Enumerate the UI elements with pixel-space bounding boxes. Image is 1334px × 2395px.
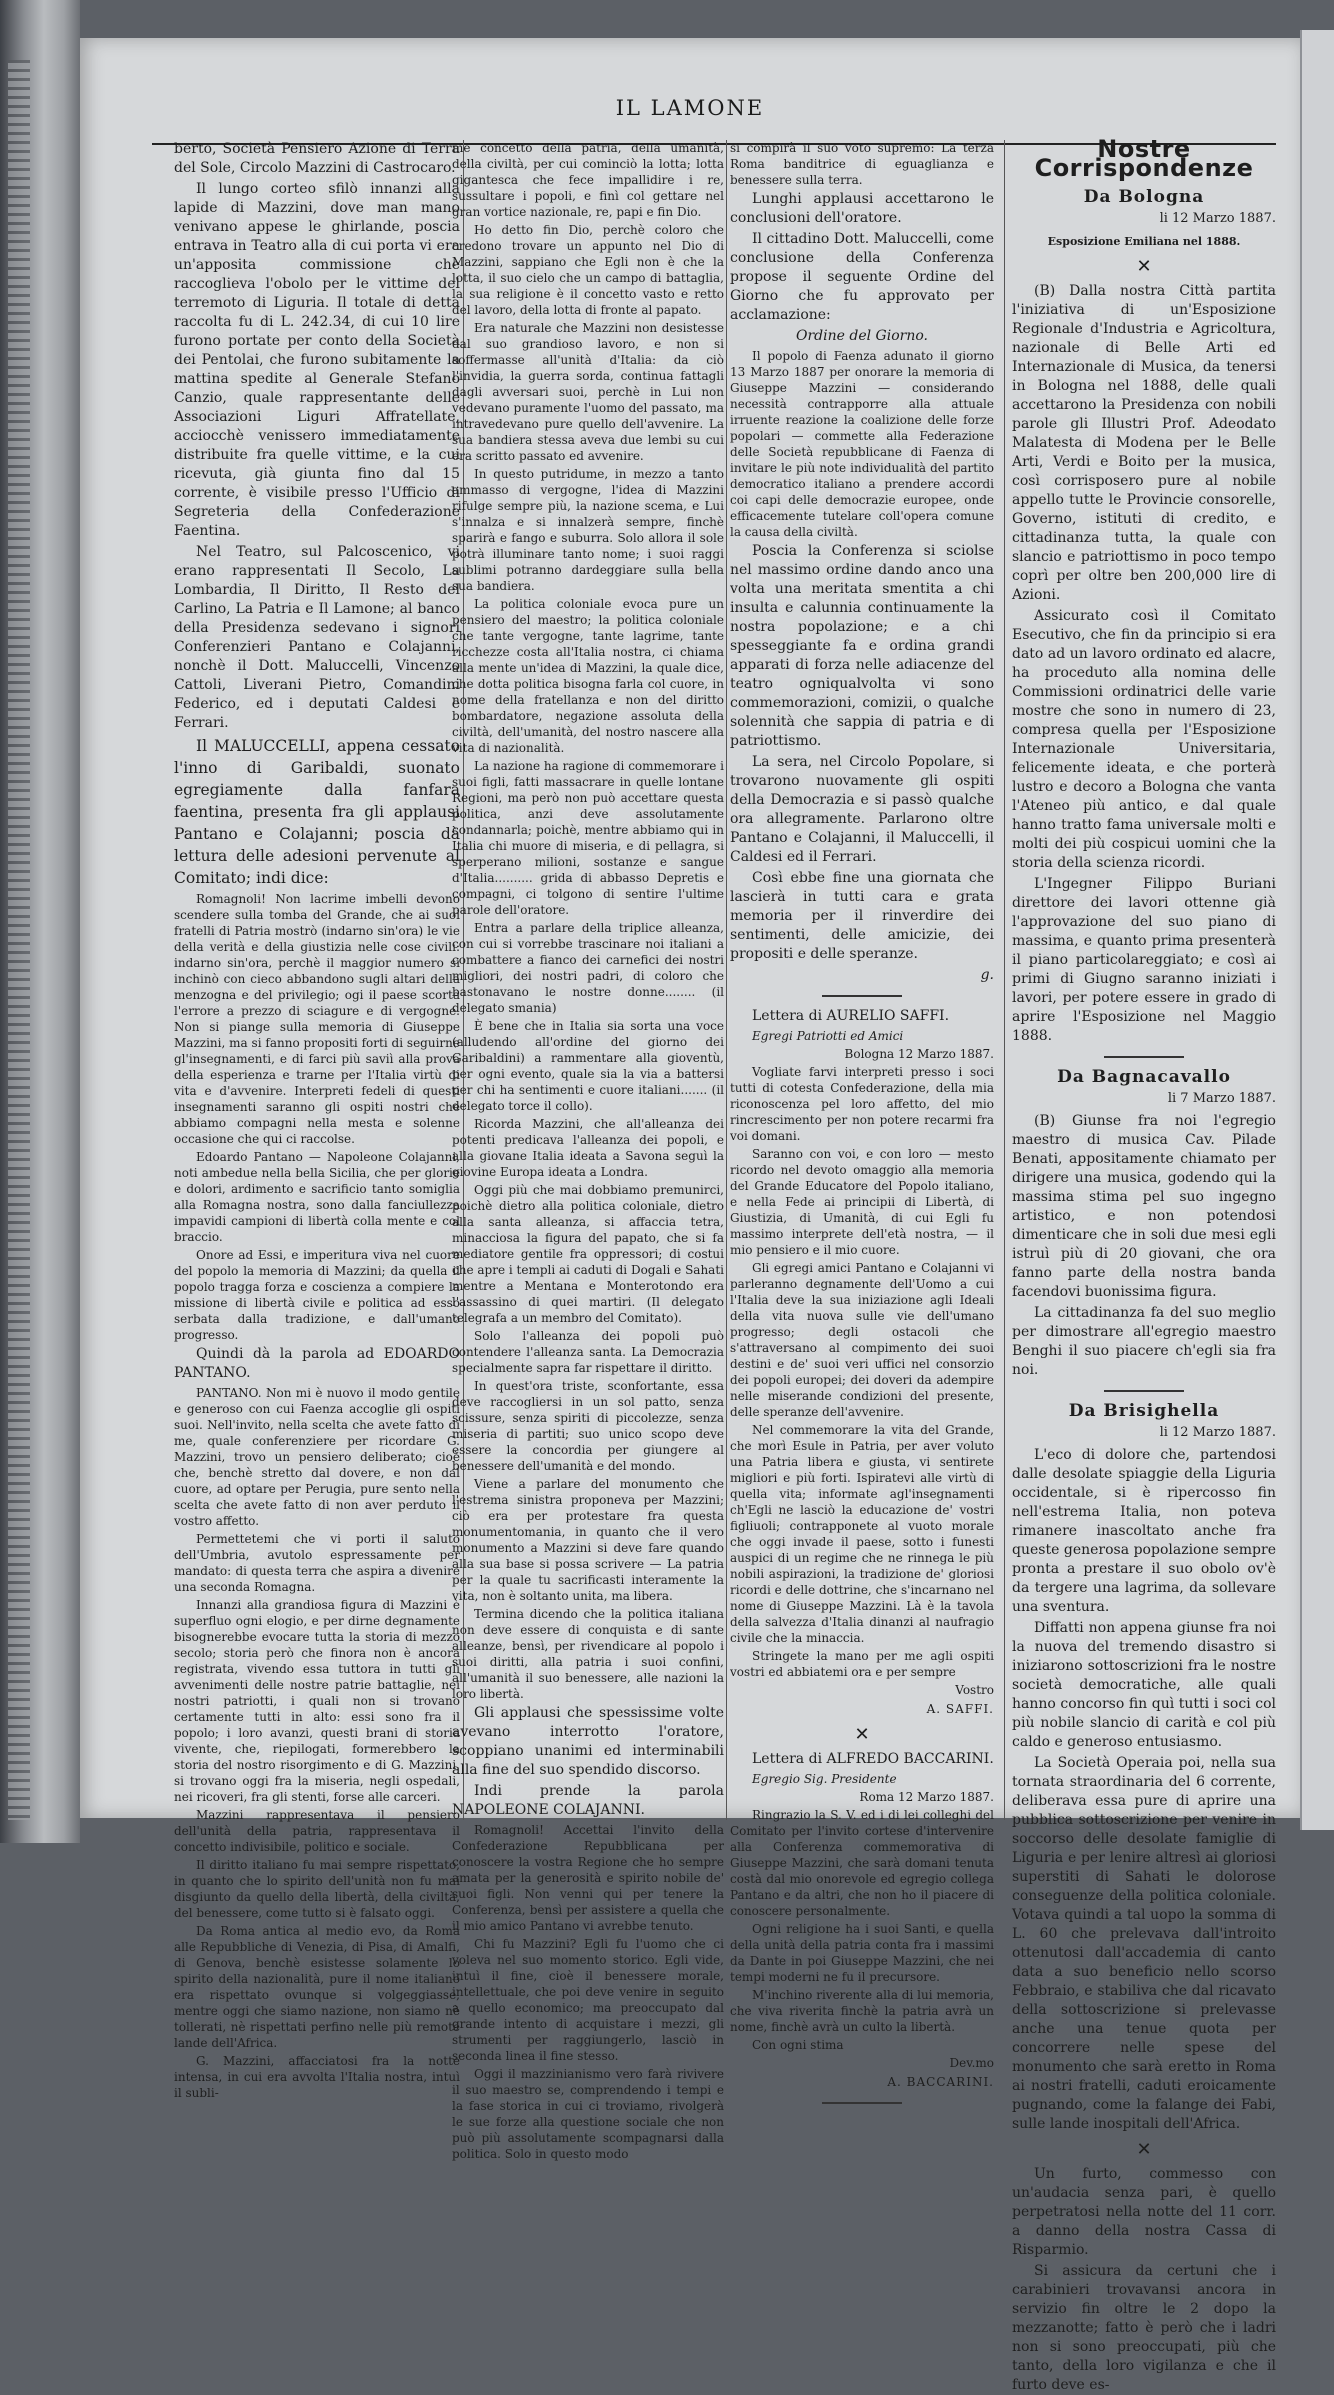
paragraph: Innanzi alla grandiosa figura di Mazzini è superfluo ogni elogio, e per dirne degnamente bisognerebbe evocare tutta la storia di mezzo secolo; storia però che finora non è ancora registrata, vivendo essa tuttora in tutti gli avvenimenti delle nostre patrie battaglie, nei nostri patriotti, i quali non si trovano certamente tutti in alto: essi sono fra il popolo; i loro avanzi, questi brani di storia vivente, che, riepilogati, formerebbero la storia del nostro risorgimento e di G. Mazzini, si trovano oggi fra la miseria, negli ospedali, nei ricoveri, fra gli stenti, forse alle carceri.: [174, 1598, 460, 1804]
paragraph: La nazione ha ragione di commemorare i suoi figli, fatti massacrare in quelle lontane Regioni, ma però non può accettare questa politica, anzi deve assolutamente condannarla; poichè, mentre abbiamo qui in Italia chi muore di miseria, e di pellagra, si sperperano milioni, sostanze e sangue d'Italia.......... grida di abbasso Depretis e compagni, ci tolgono di sentire l'ultime parole dell'oratore.: [452, 759, 724, 917]
letter-title: Lettera di ALFREDO BACCARINI.: [752, 1751, 994, 1767]
letter-close: Dev.mo: [949, 2056, 994, 2070]
column-3: [730, 140, 994, 2089]
paragraph: Mazzini rappresentava il pensiero dell'unità della patria, rappresentava il concetto indivisibile, politico e sociale.: [174, 1808, 460, 1854]
cross-ornament-icon: ✕: [1136, 2139, 1152, 2160]
paragraph: Termina dicendo che la politica italiana non deve essere di conquista e di sante alleanze, bensì, per rivendicare al popolo i suoi diritti, alla patria i suoi confini, all'umanità il suo benessere, alle nazioni la loro libertà.: [452, 1607, 724, 1701]
letter-date: Bologna 12 Marzo 1887.: [844, 1047, 994, 1061]
column-rule: [726, 140, 727, 1820]
paragraph: La cittadinanza fa del suo meglio per dimostrare all'egregio maestro Benghi il suo piacere ch'egli sia fra noi.: [1012, 1305, 1276, 1378]
paragraph: Diffatti non appena giunse fra noi la nuova del tremendo disastro si iniziarono sottoscrizioni fra le nostre società democratiche, alle quali hanno concorso fin quì tutti i soci col più nobile slancio di carità e col più caldo e generoso entusiasmo.: [1012, 1620, 1276, 1750]
paragraph: Stringete la mano per me agli ospiti vostri ed abbiatemi ora e per sempre: [730, 1649, 994, 1679]
dispatch-date: li 12 Marzo 1887.: [1159, 1425, 1276, 1440]
cross-ornament-icon: ✕: [854, 1724, 870, 1745]
paragraph: Indi prende la parola NAPOLEONE COLAJANNI.: [452, 1783, 724, 1818]
paragraph: Nel commemorare la vita del Grande, che morì Esule in Patria, per aver voluto una Patria libera e giusta, vi sentirete migliori e più forti. Ispiratevi alle virtù di quella vita; informate agl'insegnamenti ch'Egli ne lasciò la educazione de' vostri figliuoli; contrapponete al vuoto morale che oggi invade il paese, sotto i funesti auspici di un regime che ne rinnega le più nobili aspirazioni, la tradizione de' gloriosi ricordi e delle dottrine, che s'incarnano nel nome di Giuseppe Mazzini. Là è la tavola della salvezza d'Italia dinanzi al naufragio civile che la minaccia.: [730, 1423, 994, 1645]
separator: [822, 995, 902, 997]
paragraph: Assicurato così il Comitato Esecutivo, che fin da principio si era dato ad un lavoro ordinato ed alacre, ha proceduto alla nomina delle Commissioni ordinatrici delle varie mostre che sono in numero di 23, compresa quella per l'Esposizione Internazionale Universitaria, felicemente ideata, e che porterà lustro e decoro a Bologna che vanta l'Ateneo più antico, e dal quale hanno tratto fama universale molti e molti dei più cospicui uomini che la storia della scienza ricordi.: [1012, 608, 1276, 871]
paragraph: Il cittadino Dott. Maluccelli, come conclusione della Conferenza propose il seguente Ordine del Giorno che fu approvato per acclamazione:: [730, 231, 994, 323]
column-2: [452, 140, 724, 2161]
paragraph: Così ebbe fine una giornata che lascierà in tutti cara e grata memoria per il rinverdire dei sentimenti, delle amicizie, dei propositi e delle speranze.: [730, 870, 994, 962]
signature: A. BACCARINI.: [887, 2075, 994, 2089]
paragraph: È bene che in Italia sia sorta una voce (alludendo all'ordine del giorno dei Garibaldini) a rammentare alla gioventù, per ogni evento, quale sia la via a battersi per chi ha sentimenti e cuore italiani....... (il delegato torce il collo).: [452, 1019, 724, 1113]
signature: A. SAFFI.: [926, 1702, 994, 1716]
paragraph: Ringrazio la S. V. ed i di lei colleghi del Comitato per l'invito cortese d'intervenire alla Conferenza commemorativa di Giuseppe Mazzini, che sarà domani tenuta costà dal mio onorevole ed egregio collega Pantano e da altri, che non ho il piacere di conoscere personalmente.: [730, 1808, 994, 1918]
speech-pantano: PANTANO. Non mi è nuovo il modo gentile e generoso con cui Faenza accoglie gli ospiti suoi. Nell'invito, nella scelta che avete fatto di me, quale conferenziere per ricordare G. Mazzini, trovo un pensiero deliberato; cioè che, benchè stretto dal dovere, e non dal cuore, ad optare per Perugia, pure sento nella scelta che avete fatto di non aver perduto il vostro affetto.: [174, 1386, 460, 1528]
paragraph: Il MALUCCELLI, appena cessato l'inno di Garibaldi, suonato egregiamente dalla fanfara faentina, presenta fra gli applausi Pantano e Colajanni; poscia dà lettura delle adesioni pervenute al Comitato; indi dice:: [174, 737, 460, 887]
cross-ornament-icon: ✕: [1136, 256, 1152, 277]
separator: [1104, 1056, 1184, 1058]
paragraph: Quindi dà la parola ad EDOARDO PANTANO.: [174, 1346, 460, 1381]
letter-close: Vostro: [955, 1683, 994, 1697]
separator: [822, 2102, 902, 2104]
paragraph: Gli egregi amici Pantano e Colajanni vi parleranno degnamente dell'Uomo a cui l'Italia deve la sua iniziazione agli Ideali della vita nuova sulle vie dell'umano progresso; degli ostacoli che s'attraversano al compimento dei suoi destini e de' suoi veri uffici nel consorzio dei popoli europei; dei doveri da adempire nelle miserande condizioni del presente, delle speranze dell'avvenire.: [730, 1261, 994, 1419]
paragraph: (B) Giunse fra noi l'egregio maestro di musica Cav. Pilade Benati, appositamente chiamato per dirigere una musica, godendo qui la massima stima pel suo ingegno artistico, e non potendosi dimenticare che in soli due mesi egli istruì più di 20 giovani, che ora fanno parte della nostra banda facendovi buonissima figura.: [1012, 1113, 1276, 1300]
paragraph: Il diritto italiano fu mai sempre rispettato, in quanto che lo spirito dell'unità non fu mai disgiunto da quello della libertà, della civiltà, del benessere, come tutto si è falsato oggi.: [174, 1858, 460, 1920]
speech-maluccelli: Romagnoli! Non lacrime imbelli devono scendere sulla tomba del Grande, che ai suoi fratelli di Patria mostrò (indarno sin'ora) le vie della verità e della giustizia nelle cose civili: indarno sin'ora, perchè il maggior numero si inchinò con cieco abbandono sugli altari della menzogna e del privilegio; ogi il paese scorta l'errore a prezzo di sciagure e di vergogne. Non si piange sulla memoria di Giuseppe Mazzini, ma si fanno propositi forti di seguirne gl'insegnamenti, e di farci più saviì alla prova della esperienza e trarne per l'Italia virtù di vita e d'avvenire. Interpreti fedeli di questi insegnamenti saranno gli ospiti nostri che abbiamo compagni nella mesta e solenne occasione che qui ci raccolse.: [174, 892, 460, 1146]
paragraph: Ricorda Mazzini, che all'alleanza dei potenti predicava l'alleanza dei popoli, e alla giovane Italia ideata a Savona seguì la giovine Europa ideata a Londra.: [452, 1117, 724, 1179]
paragraph: Chi fu Mazzini? Egli fu l'uomo che ci voleva nel suo momento storico. Egli vide, intuì il fine, cioè il benessere morale, intellettuale, che poi deve venire in seguito a quello economico; ma preoccupato dal grande intento di acquistare i mezzi, gli strumenti per raggiungerlo, lasciò in seconda linea il fine stesso.: [452, 1937, 724, 2063]
speech-colajanni: Romagnoli! Accettai l'invito della Confederazione Repubblicana per conoscere la vostra Regione che ho sempre amata per la generosità e spirito nobile de' suoi figli. Non venni qui per tenere la Conferenza, bensì per assistere a quella che il mio amico Pantano vi avrebbe tenuto.: [452, 1823, 724, 1933]
paragraph: Si assicura da certuni che i carabinieri trovavansi ancora in servizio fin oltre le 2 dopo la mezzanotte; fatto è però che i ladri non si sono preoccupati, più che tanto, della loro vigilanza e che il furto deve es-: [1012, 2263, 1276, 2393]
paragraph: G. Mazzini, affacciatosi fra la notte intensa, in cui era avvolta l'Italia nostra, intuì il subli-: [174, 2054, 460, 2100]
dispatch-date: li 7 Marzo 1887.: [1167, 1091, 1276, 1106]
paragraph: Oggi il mazzinianismo vero farà rivivere il suo maestro se, comprendendo i tempi e la fase storica in cui ci troviamo, rivolgerà le sue forze alla questione sociale che non può più assolutamente scompagnarsi dalla politica. Solo in questo modo: [452, 2067, 724, 2161]
paragraph: Saranno con voi, e con loro — mesto ricordo nel devoto omaggio alla memoria del Grande Educatore del Popolo italiano, e nella Fede ai principii di Libertà, di Giustizia, di Umanità, di cui Egli fu massimo interprete dell'età nostra, — il mio pensiero e il mio cuore.: [730, 1147, 994, 1257]
paragraph: Ogni religione ha i suoi Santi, e quella della unità della patria conta fra i massimi da Dante in poi Giuseppe Mazzini, che nei tempi moderni ne fu il precursore.: [730, 1922, 994, 1984]
paragraph: Oggi più che mai dobbiamo premunirci, poichè dietro alla politica coloniale, dietro alla santa alleanza, si affaccia tetra, minacciosa la figura del papato, che si fa mediatore gentile fra oppressori; di costui che apre i templi ai caduti di Dogali e Sahati mentre a Mentana e Monterotondo era l'assassino di quei martiri. (Il delegato telegrafa a un membro del Comitato).: [452, 1183, 724, 1325]
paragraph: Gli applausi che spessissime volte avevano interrotto l'oratore, scoppiano unanimi ed interminabili alla fine del suo spendido discorso.: [452, 1705, 724, 1778]
order-of-day-text: Il popolo di Faenza adunato il giorno 13 Marzo 1887 per onorare la memoria di Giuseppe Mazzini — considerando necessità contrapporre alla attuale irruente reazione la coalizione delle forze popolari — commette alla Federazione delle Società repubblicane di Faenza di invitare le più note individualità del partito democratico italiano a prendere accordi coi capi delle democrazie europee, onde efficacemente tutelare coll'opera comune la causa della civiltà.: [730, 349, 994, 539]
paragraph: La sera, nel Circolo Popolare, si trovarono nuovamente gli ospiti della Democrazia e si passò qualche ora allegramente. Parlarono oltre Pantano e Colajanni, il Maluccelli, il Caldesi ed il Ferrari.: [730, 754, 994, 865]
paragraph: La politica coloniale evoca pure un pensiero del maestro; la politica coloniale che tante vergogne, tante lagrime, tante ricchezze costa all'Italia nostra, ci chiama alla mente un'idea di Mazzini, la quale dice, che dotta politica bisogna farla col cuore, in nome della fratellanza e non del diritto bombardatore, negazione assoluta della civiltà, dell'umanità, del nostro nascere alla vita di nazionalità.: [452, 597, 724, 755]
paragraph: M'inchino riverente alla di lui memoria, che viva riverita finchè la patria avrà un nome, finchè avrà un culto la libertà.: [730, 1988, 994, 2034]
paragraph: Era naturale che Mazzini non desistesse dal suo grandioso lavoro, e non si soffermasse all'unità d'Italia: da ciò l'invidia, la guerra sorda, continua fattagli dagli avversari suoi, perchè in Lui non vedevano puramente l'uomo del passato, ma intravedevano pure quello dell'avvenire. La sua bandiera stessa aveva due lembi su cui era scritto passato ed avvenire.: [452, 321, 724, 463]
dispatch-subheading: Esposizione Emiliana nel 1888.: [1047, 235, 1241, 248]
column-1: [174, 140, 460, 2100]
letter-salute: Egregi Patriotti ed Amici: [752, 1029, 904, 1043]
paragraph: Un furto, commesso con un'audacia senza pari, è quello perpetratosi nella notte del 11 corr. a danno della nostra Cassa di Risparmio.: [1012, 2166, 1276, 2258]
paragraph: si compirà il suo voto supremo: La terza Roma banditrice di eguaglianza e benessere sulla terra.: [730, 141, 994, 187]
paragraph: L'Ingegner Filippo Buriani direttore dei lavori ottenne già l'approvazione del suo piano di massima, e quanto prima presenterà il piano particolareggiato; e così ai primi di Giugno saranno iniziati i lavori, per potere essere in grado di aprire l'Esposizione nel Maggio 1888.: [1012, 876, 1276, 1044]
paragraph: me concetto della patria, della umanità, della civiltà, per cui cominciò la lotta; lotta gigantesca che fece impallidire i re, sussultare i popoli, e finì col gettare nel gran vortice nazionale, re, papi e fin Dio.: [452, 141, 724, 219]
paragraph: Permettetemi che vi porti il saluto dell'Umbria, avutolo espressamente per mandato: di questa terra che aspira a divenire una seconda Romagna.: [174, 1532, 460, 1594]
next-page-edge: [1300, 30, 1334, 1830]
dispatch-heading: Da Brisighella: [1068, 1401, 1220, 1421]
paragraph: In quest'ora triste, sconfortante, essa deve raccogliersi in un sol patto, senza scissure, senza spiriti di piccolezze, senza miseria di partiti; suo unico scopo deve essere la concordia per giungere al benessere dell'umanità e del mondo.: [452, 1379, 724, 1473]
paragraph: Edoardo Pantano — Napoleone Colajanni, noti ambedue nella bella Sicilia, che per glorie e dolori, ardimento e sacrificio tanto somiglia alla Romagna nostra, sono dalla fanciullezza impavidi campioni di libertà colla mente e col braccio.: [174, 1150, 460, 1244]
section-title: Nostre Corrispondenze: [1034, 135, 1254, 182]
letter-salute: Egregio Sig. Presidente: [752, 1772, 897, 1786]
column-rule: [1004, 140, 1005, 1820]
dispatch-heading: Da Bagnacavallo: [1057, 1067, 1231, 1087]
binding-ridges: [8, 60, 30, 1820]
paragraph: Vogliate farvi interpreti presso i soci tutti di cotesta Confederazione, della mia riconoscenza pel loro affetto, del mio rincrescimento per non potere recarmi fra voi domani.: [730, 1065, 994, 1143]
paragraph: Entra a parlare della triplice alleanza, con cui si vorrebbe trascinare noi italiani a combattere a fianco dei carnefici dei nostri migliori, dei nostri padri, di coloro che bastonavano le nostre donne........ (il delegato smania): [452, 921, 724, 1015]
paragraph: Da Roma antica al medio evo, da Roma alle Repubbliche di Venezia, di Pisa, di Amalfi, di Genova, benchè esistesse solamente lo spirito della nazionalità, pure il nome italiano era rispettato ovunque si volgeggiasse, mentre oggi che siamo nazione, non siamo nè tollerati, nè rispettati perfino nelle più remote lande dell'Africa.: [174, 1924, 460, 2050]
book-binding: [0, 0, 80, 1843]
running-header: [80, 60, 1300, 120]
order-of-day-title: Ordine del Giorno.: [796, 328, 928, 344]
paragraph: Nel Teatro, sul Palcoscenico, vi erano rappresentati Il Secolo, La Lombardia, Il Diritto, Il Resto del Carlino, La Patria e Il Lamone; al banco della Presidenza sedevano i signori Conferenzieri Pantano e Colajanni, nonchè il Dott. Maluccelli, Vincenzo Cattoli, Liverani Pietro, Comandini Federico, ed i deputati Caldesi e Ferrari.: [174, 544, 460, 731]
letter-title: Lettera di AURELIO SAFFI.: [752, 1008, 950, 1024]
paragraph: L'eco di dolore che, partendosi dalle desolate spiaggie della Liguria occidentale, si è ripercosso fin nell'estrema Italia, non poteva rimanere inascoltato anche fra queste generosa popolazione sempre pronta a prestare il suo obolo ov'è da tergere una lagrima, da sollevare una sventura.: [1012, 1447, 1276, 1615]
signature: g.: [980, 967, 994, 983]
paragraph: In questo putridume, in mezzo a tanto ammasso di vergogne, l'idea di Mazzini rifulge sempre più, la nazione scema, e Lui s'innalza e si innalzerà sempre, finchè sparirà e fango e suburra. Solo allora il sole potrà illuminare tanto nome; i suoi raggi sublimi potranno dardeggiare sulla bella sua bandiera.: [452, 467, 724, 593]
paragraph: Lunghi applausi accettarono le conclusioni dell'oratore.: [730, 191, 994, 226]
paragraph: Onore ad Essi, e imperitura viva nel cuore del popolo la memoria di Mazzini; da quella il popolo tragga forza e coscienza a compiere la missione di libertà civile e politica ad esso serbata dalla tradizione, e dall'umano progresso.: [174, 1248, 460, 1342]
newspaper-title: IL LAMONE: [615, 96, 765, 120]
dispatch-heading: Da Bologna: [1083, 187, 1205, 207]
column-4: [1012, 135, 1276, 2393]
paragraph: Il lungo corteo sfilò innanzi alla lapide di Mazzini, dove man mano venivano appese le ghirlande, poscia entrava in Teatro alla di cui porta vi era un'apposita commissione che raccoglieva l'obolo per le vittime del terremoto di Liguria. Il totale di detta raccolta fu di L. 242.34, di cui 10 lire furono portate per conto della Società dei Pentolai, che furono subitamente la mattina spedite al Generale Stefano Canzio, quale rappresentante delle Associazioni Liguri Affratellate, acciocchè venissero immediatamente distribuite fra quelle vittime, e la cui ricevuta, già giunta fino dal 15 corrente, è visibile presso l'Ufficio di Segreteria della Confederazione Faentina.: [174, 181, 460, 539]
paragraph: La Società Operaia poi, nella sua tornata straordinaria del 6 corrente, deliberava essa pure di aprire una pubblica sottoscrizione per venire in soccorso delle desolate famiglie di Liguria e per lenire altresì ai gloriosi superstiti di Sahati le dolorose conseguenze della politica coloniale. Votava quindi a tal uopo la somma di L. 60 che prelevava dall'introito ottenutosi dall'accademia di canto data a suo beneficio nello scorso Febbraio, e stabiliva che dal ricavato della sottoscrizione si prelevasse anche una tenue quota per concorrere nelle spese del monumento che sarà eretto in Roma ai nostri fratelli, caduti eroicamente pugnando, come la falange dei Fabi, sulle lande inospitali dell'Africa.: [1012, 1755, 1276, 2132]
paragraph: berto, Società Pensiero Azione di Terra del Sole, Circolo Mazzini di Castrocaro.: [174, 141, 460, 176]
paragraph: Viene a parlare del monumento che l'estrema sinistra proponeva per Mazzini; ciò era per protestare fra questa monumentomania, in quanto che il vero monumento a Mazzini si deve fare quando alla sua base si possa scrivere — La patria per la quale tu sacrificasti interamente la vita, non è soltanto unita, ma libera.: [452, 1477, 724, 1603]
paragraph: Poscia la Conferenza si sciolse nel massimo ordine dando anco una volta una meritata smentita a chi insulta e calunnia continuamente la nostra popolazione; e a chi spesseggiante fa e ordina grandi apparati di forza nelle adiacenze del teatro ogniqualvolta vi sono commemorazioni, comizii, o qualche solennità che sappia di patria e di patriottismo.: [730, 543, 994, 749]
dispatch-date: li 12 Marzo 1887.: [1159, 211, 1276, 226]
letter-date: Roma 12 Marzo 1887.: [859, 1790, 994, 1804]
paragraph: Ho detto fin Dio, perchè coloro che credono trovare un appunto nel Dio di Mazzini, sappiano che Egli non è che la lotta, il suo cielo che un campo di battaglia, la sua religione è il concetto vasto e retto del lavoro, della lotta di fronte al papato.: [452, 223, 724, 317]
paragraph: (B) Dalla nostra Città partita l'iniziativa di un'Esposizione Regionale d'Industria e Agricoltura, nazionale di Belle Arti ed Internazionale di Musica, da tenersi in Bologna nel 1888, delle quali accettarono la Presidenza con nobili parole gli Illustri Prof. Adeodato Malatesta di Modena per le Belle Arti, Verdi e Boito per la musica, così corrisposero pure al nobile appello tutte le Provincie consorelle, Governo, istituti di credito, e cittadinanza tutta, la quale con slancio e patriottismo in poco tempo coprì per oltre ben 200,000 lire di Azioni.: [1012, 283, 1276, 603]
paragraph: Solo l'alleanza dei popoli può contendere l'alleanza santa. La Democrazia specialmente sapra far rispettare il diritto.: [452, 1329, 724, 1375]
paragraph: Con ogni stima: [752, 2038, 844, 2052]
separator: [1104, 1390, 1184, 1392]
